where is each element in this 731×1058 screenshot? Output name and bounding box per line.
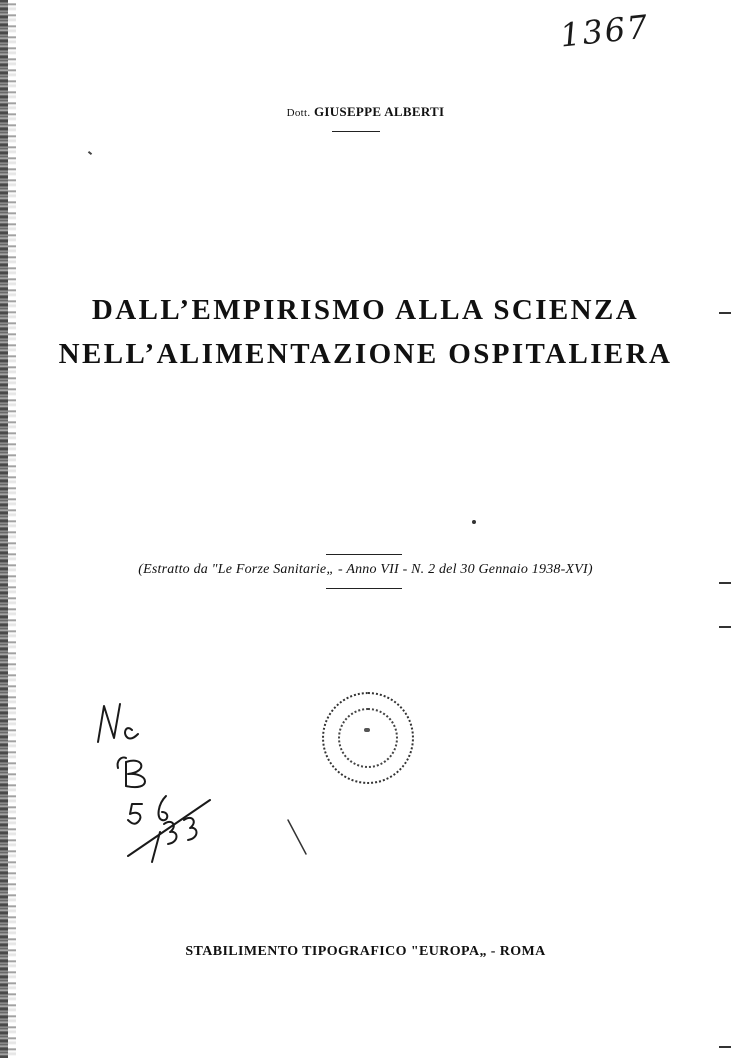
handwritten-notes <box>92 700 232 880</box>
handwritten-catalog-number: 1367 <box>558 7 652 55</box>
author-underline <box>332 131 380 132</box>
extract-rule-top <box>326 554 402 555</box>
library-stamp <box>322 692 414 784</box>
publisher-line: STABILIMENTO TIPOGRAFICO "EUROPA„ - ROMA <box>185 944 546 959</box>
ink-dot <box>472 520 476 524</box>
author-prefix: Dott. <box>286 107 311 119</box>
scanned-page-edge <box>0 0 16 1058</box>
author-line <box>0 104 731 120</box>
edge-mark <box>719 626 731 628</box>
ink-speck <box>88 151 92 155</box>
author-name: GIUSEPPE ALBERTI <box>313 104 445 119</box>
extract-note: (Estratto da "Le Forze Sanitarie„ - Anno VII - N. 2 del 30 Gennaio 1938-XVI) <box>138 562 593 577</box>
edge-mark <box>719 582 731 584</box>
title-line-1: DALL’EMPIRISMO ALLA SCIENZA <box>91 294 640 326</box>
title-line-2: NELL’ALIMENTAZIONE OSPITALIERA <box>58 338 673 370</box>
extract-rule-bottom <box>326 588 402 589</box>
pencil-stroke <box>286 818 310 858</box>
edge-mark <box>719 1046 731 1048</box>
document-title <box>0 288 731 376</box>
